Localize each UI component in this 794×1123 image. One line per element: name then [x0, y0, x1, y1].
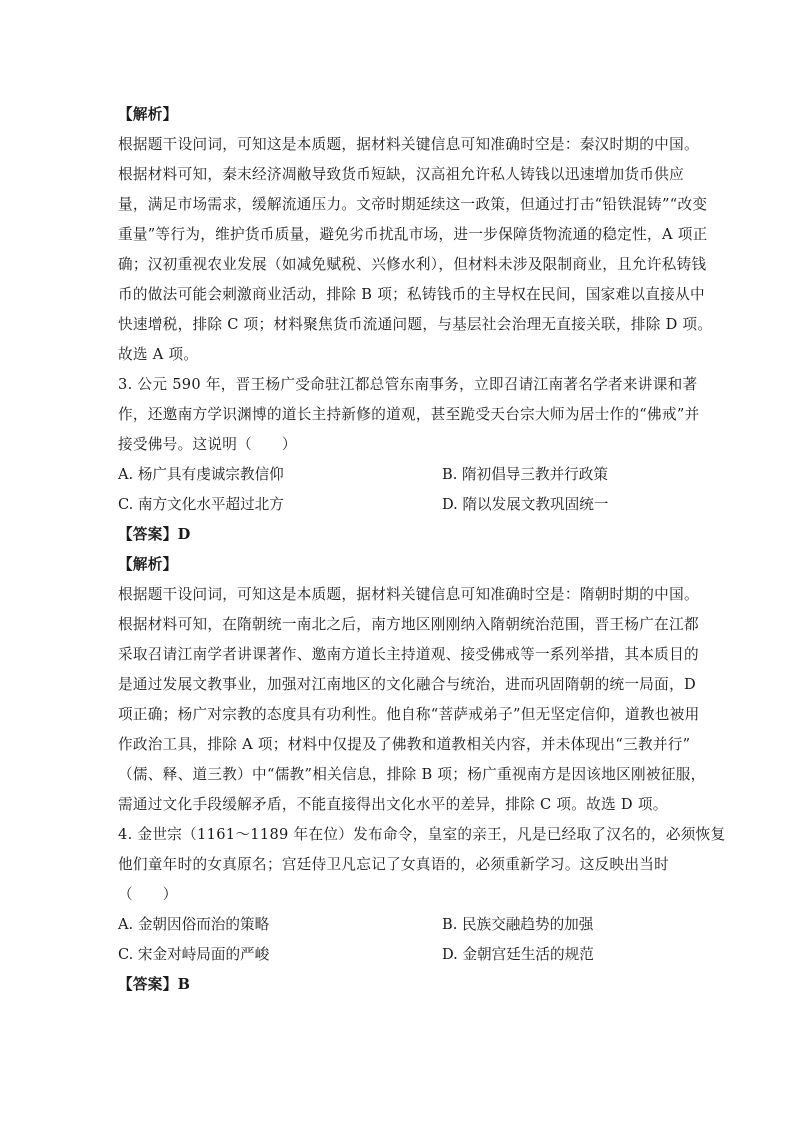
analysis-line: 项正确；杨广对宗教的态度具有功利性。他自称“菩萨戒弟子”但无坚定信仰，道教也被用: [118, 706, 700, 723]
question-3-stem: 3. 公元 590 年，晋王杨广受命驻江都总管东南事务，立即召请江南著名学者来讲课和著: [118, 376, 698, 393]
analysis-line: 量，满足市场需求，缓解流通压力。文帝时期延续这一政策，但通过打击“铅铁混铸”“改变: [118, 196, 708, 213]
option-a: A. 杨广具有虔诚宗教信仰: [118, 466, 284, 483]
question-3-options-row-2: [118, 490, 678, 520]
question-4-stem: （ ）: [118, 886, 178, 903]
analysis-line: 快速增税，排除 C 项；材料聚焦货币流通问题，与基层社会治理无直接关联，排除 D 项。: [118, 316, 713, 333]
analysis-line: （儒、释、道三教）中“儒教”相关信息，排除 B 项；杨广重视南方是因该地区刚被征服，: [118, 766, 706, 783]
analysis-line: 确；汉初重视农业发展（如减免赋税、兴修水利），但材料未涉及限制商业，且允许私铸钱: [118, 256, 707, 273]
question-3-stem: 作，还邀南方学识渊博的道长主持新修的道观，甚至跪受天台宗大师为居士作的“佛戒”并: [118, 406, 700, 423]
question-3-analysis-heading: 【解析】: [118, 556, 178, 573]
analysis-line: 需通过文化手段缓解矛盾，不能直接得出文化水平的差异，排除 C 项。故选 D 项。: [118, 796, 668, 813]
option-d: D. 隋以发展文教巩固统一: [442, 496, 609, 513]
option-b: B. 隋初倡导三教并行政策: [442, 466, 608, 483]
option-c: C. 宋金对峙局面的严峻: [118, 946, 270, 963]
question-4-options-row-2: [118, 940, 678, 970]
analysis-line: 根据题干设问词，可知这是本质题，据材料关键信息可知准确时空是：秦汉时期的中国。: [118, 136, 699, 153]
analysis-line: 作政治工具，排除 A 项；材料中仅提及了佛教和道教相关内容，并未体现出“三教并行”: [118, 736, 691, 753]
question-4-stem: 4. 金世宗（1161～1189 年在位）发布命令，皇室的亲王，凡是已经取了汉名的，必须恢复: [118, 826, 726, 843]
analysis-heading: 【解析】: [118, 106, 178, 123]
question-4-answer: 【答案】B: [118, 976, 191, 993]
analysis-line: 重量”等行为，维护货币质量，避免劣币扰乱市场，进一步保障货物流通的稳定性，A 项正: [118, 226, 708, 243]
question-4-stem: 他们童年时的女真原名；宫廷侍卫凡忘记了女真语的，必须重新学习。这反映出当时: [118, 856, 670, 873]
document-page: [118, 100, 726, 1000]
question-3-stem: 接受佛号。这说明（ ）: [118, 436, 297, 453]
analysis-line: 是通过发展文教事业，加强对江南地区的文化融合与统治，进而巩固隋朝的统一局面，D: [118, 676, 696, 693]
analysis-line: 采取召请江南学者讲课著作、邀南方道长主持道观、接受佛戒等一系列举措，其本质目的: [118, 646, 699, 663]
analysis-line: 故选 A 项。: [118, 346, 199, 363]
option-c: C. 南方文化水平超过北方: [118, 496, 284, 513]
option-b: B. 民族交融趋势的加强: [442, 916, 594, 933]
option-a: A. 金朝因俗而治的策略: [118, 916, 270, 933]
analysis-line: 币的做法可能会刺激商业活动，排除 B 项；私铸钱币的主导权在民间，国家难以直接从中: [118, 286, 705, 303]
question-4-options-row-1: [118, 910, 678, 940]
option-d: D. 金朝宫廷生活的规范: [442, 946, 594, 963]
analysis-line: 根据材料可知，秦末经济凋敝导致货币短缺，汉高祖允许私人铸钱以迅速增加货币供应: [118, 166, 684, 183]
question-3-options-row-1: [118, 460, 678, 490]
analysis-line: 根据材料可知，在隋朝统一南北之后，南方地区刚刚纳入隋朝统治范围，晋王杨广在江都: [118, 616, 699, 633]
question-3-answer: 【答案】D: [118, 526, 191, 543]
analysis-line: 根据题干设问词，可知这是本质题，据材料关键信息可知准确时空是：隋朝时期的中国。: [118, 586, 699, 603]
